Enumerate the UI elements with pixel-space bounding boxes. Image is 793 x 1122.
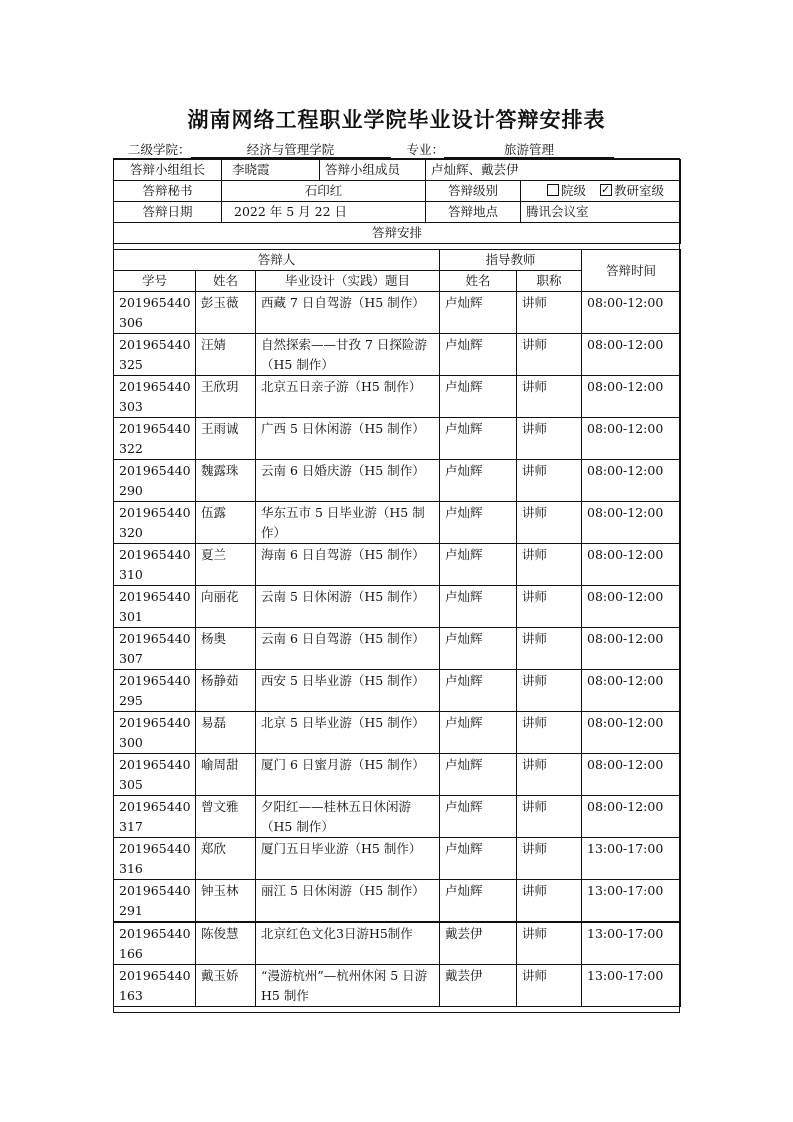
teacher-name: 卢灿辉 xyxy=(440,670,517,712)
defense-time: 13:00-17:00 xyxy=(582,922,681,965)
members-value: 卢灿辉、戴芸伊 xyxy=(426,160,681,181)
place-label: 答辩地点 xyxy=(426,202,521,223)
student-name: 向丽花 xyxy=(196,586,256,628)
date-label: 答辩日期 xyxy=(114,202,222,223)
checkbox-department-level[interactable] xyxy=(600,184,612,196)
student-id-line2: 300 xyxy=(119,735,143,750)
topic: 北京 5 日毕业游（H5 制作） xyxy=(256,712,440,754)
leader-label: 答辩小组组长 xyxy=(114,160,222,181)
student-name: 杨奥 xyxy=(196,628,256,670)
teacher-title: 讲师 xyxy=(517,838,582,880)
header-student-name: 姓名 xyxy=(196,271,256,292)
defense-time: 08:00-12:00 xyxy=(582,586,681,628)
student-id-line2: 166 xyxy=(119,946,143,961)
student-id-line1: 201965440 xyxy=(119,926,191,941)
student-id-line2: 295 xyxy=(119,693,143,708)
student-id-line2: 325 xyxy=(119,357,143,372)
teacher-name: 卢灿辉 xyxy=(440,586,517,628)
major-value: 旅游管理 xyxy=(444,142,614,158)
defense-time: 08:00-12:00 xyxy=(582,292,681,334)
student-id xyxy=(114,628,196,670)
table-row xyxy=(114,712,681,754)
teacher-name: 卢灿辉 xyxy=(440,460,517,502)
topic: 自然探索——甘孜 7 日探险游（H5 制作） xyxy=(256,334,440,376)
student-id-line2: 310 xyxy=(119,567,143,582)
teacher-title: 讲师 xyxy=(517,796,582,838)
student-name: 夏兰 xyxy=(196,544,256,586)
teacher-title: 讲师 xyxy=(517,376,582,418)
teacher-name: 戴芸伊 xyxy=(440,922,517,965)
schedule-table xyxy=(113,249,681,1007)
table-row xyxy=(114,460,681,502)
teacher-title: 讲师 xyxy=(517,754,582,796)
student-id-line1: 201965440 xyxy=(119,799,191,814)
student-id-line2: 303 xyxy=(119,399,143,414)
teacher-name: 卢灿辉 xyxy=(440,376,517,418)
defense-time: 08:00-12:00 xyxy=(582,628,681,670)
table-row xyxy=(114,502,681,544)
student-id xyxy=(114,838,196,880)
student-id-line1: 201965440 xyxy=(119,673,191,688)
defense-time: 08:00-12:00 xyxy=(582,334,681,376)
teacher-title: 讲师 xyxy=(517,670,582,712)
table-row xyxy=(114,754,681,796)
student-id-line1: 201965440 xyxy=(119,631,191,646)
student-id-line1: 201965440 xyxy=(119,463,191,478)
teacher-name: 卢灿辉 xyxy=(440,544,517,586)
table-row xyxy=(114,880,681,923)
table-row xyxy=(114,544,681,586)
student-id-line2: 307 xyxy=(119,651,143,666)
level-option-department: 教研室级 xyxy=(614,183,665,198)
topic: 丽江 5 日休闲游（H5 制作） xyxy=(256,880,440,923)
student-id-line2: 316 xyxy=(119,861,143,876)
student-id xyxy=(114,796,196,838)
student-id-line2: 317 xyxy=(119,819,143,834)
student-id-line1: 201965440 xyxy=(119,295,191,310)
teacher-name: 卢灿辉 xyxy=(440,880,517,923)
student-name: 伍露 xyxy=(196,502,256,544)
student-id-line1: 201965440 xyxy=(119,968,191,983)
teacher-name: 卢灿辉 xyxy=(440,754,517,796)
defense-time: 13:00-17:00 xyxy=(582,880,681,923)
student-id xyxy=(114,460,196,502)
topic: 广西 5 日休闲游（H5 制作） xyxy=(256,418,440,460)
teacher-title: 讲师 xyxy=(517,628,582,670)
student-id-line2: 291 xyxy=(119,903,143,918)
teacher-title: 讲师 xyxy=(517,418,582,460)
teacher-name: 卢灿辉 xyxy=(440,502,517,544)
teacher-name: 卢灿辉 xyxy=(440,418,517,460)
teacher-name: 卢灿辉 xyxy=(440,796,517,838)
teacher-name: 卢灿辉 xyxy=(440,334,517,376)
header-teacher-title: 职称 xyxy=(517,271,582,292)
student-id xyxy=(114,922,196,965)
teacher-title: 讲师 xyxy=(517,502,582,544)
student-id-line2: 322 xyxy=(119,441,143,456)
topic: 厦门五日毕业游（H5 制作） xyxy=(256,838,440,880)
topic: “漫游杭州”—杭州休闲 5 日游 H5 制作 xyxy=(256,965,440,1007)
student-id-line2: 301 xyxy=(119,609,143,624)
defense-time: 13:00-17:00 xyxy=(582,838,681,880)
teacher-title: 讲师 xyxy=(517,544,582,586)
defense-time: 08:00-12:00 xyxy=(582,376,681,418)
topic: 西藏 7 日自驾游（H5 制作） xyxy=(256,292,440,334)
topic: 海南 6 日自驾游（H5 制作） xyxy=(256,544,440,586)
student-name: 钟玉林 xyxy=(196,880,256,923)
student-id xyxy=(114,334,196,376)
student-id xyxy=(114,586,196,628)
student-id-line1: 201965440 xyxy=(119,757,191,772)
teacher-title: 讲师 xyxy=(517,292,582,334)
student-id xyxy=(114,670,196,712)
defense-time: 08:00-12:00 xyxy=(582,418,681,460)
teacher-name: 卢灿辉 xyxy=(440,712,517,754)
student-id-line1: 201965440 xyxy=(119,715,191,730)
table-row xyxy=(114,418,681,460)
level-option-school: 院级 xyxy=(561,183,587,198)
date-value: 2022 年 5 月 22 日 xyxy=(222,202,426,223)
header-teacher-name: 姓名 xyxy=(440,271,517,292)
teacher-title: 讲师 xyxy=(517,586,582,628)
header-student-id: 学号 xyxy=(114,271,196,292)
student-name: 郑欣 xyxy=(196,838,256,880)
student-id-line1: 201965440 xyxy=(119,841,191,856)
student-id-line1: 201965440 xyxy=(119,337,191,352)
student-id xyxy=(114,418,196,460)
college-label: 二级学院： xyxy=(128,142,191,157)
student-id xyxy=(114,502,196,544)
student-id-line2: 290 xyxy=(119,483,143,498)
topic: 云南 6 日自驾游（H5 制作） xyxy=(256,628,440,670)
defense-time: 08:00-12:00 xyxy=(582,670,681,712)
student-id xyxy=(114,965,196,1007)
student-id-line1: 201965440 xyxy=(119,547,191,562)
checkbox-school-level[interactable] xyxy=(547,184,559,196)
student-id xyxy=(114,712,196,754)
student-id-line1: 201965440 xyxy=(119,883,191,898)
topic: 云南 5 日休闲游（H5 制作） xyxy=(256,586,440,628)
defense-time: 13:00-17:00 xyxy=(582,965,681,1007)
student-name: 喻周甜 xyxy=(196,754,256,796)
teacher-name: 戴芸伊 xyxy=(440,965,517,1007)
teacher-name: 卢灿辉 xyxy=(440,292,517,334)
members-label: 答辩小组成员 xyxy=(320,160,426,181)
header-teacher: 指导教师 xyxy=(440,250,582,271)
teacher-title: 讲师 xyxy=(517,922,582,965)
student-id xyxy=(114,880,196,923)
student-id xyxy=(114,754,196,796)
defense-time: 08:00-12:00 xyxy=(582,544,681,586)
defense-time: 08:00-12:00 xyxy=(582,460,681,502)
topic: 华东五市 5 日毕业游（H5 制作） xyxy=(256,502,440,544)
teacher-title: 讲师 xyxy=(517,880,582,923)
table-row xyxy=(114,922,681,965)
student-name: 易磊 xyxy=(196,712,256,754)
secretary-value: 石印红 xyxy=(222,181,426,202)
student-id xyxy=(114,544,196,586)
table-row xyxy=(114,796,681,838)
header-time: 答辩时间 xyxy=(582,250,681,292)
table-row xyxy=(114,586,681,628)
table-row xyxy=(114,334,681,376)
student-id xyxy=(114,292,196,334)
student-id-line1: 201965440 xyxy=(119,505,191,520)
student-name: 陈俊慧 xyxy=(196,922,256,965)
topic: 云南 6 日婚庆游（H5 制作） xyxy=(256,460,440,502)
info-table xyxy=(113,159,681,244)
table-row xyxy=(114,838,681,880)
student-name: 魏露珠 xyxy=(196,460,256,502)
student-name: 曾文雅 xyxy=(196,796,256,838)
table-row xyxy=(114,670,681,712)
defense-time: 08:00-12:00 xyxy=(582,712,681,754)
leader-value: 李晓霞 xyxy=(222,160,320,181)
level-options xyxy=(521,181,681,202)
page-title: 湖南网络工程职业学院毕业设计答辩安排表 xyxy=(187,107,606,132)
student-name: 王雨诚 xyxy=(196,418,256,460)
section-title: 答辩安排 xyxy=(114,223,681,244)
secretary-label: 答辩秘书 xyxy=(114,181,222,202)
student-name: 彭玉薇 xyxy=(196,292,256,334)
header-topic: 毕业设计（实践）题目 xyxy=(256,271,440,292)
teacher-title: 讲师 xyxy=(517,965,582,1007)
student-id-line2: 163 xyxy=(119,988,143,1003)
student-id xyxy=(114,376,196,418)
student-id-line2: 305 xyxy=(119,777,143,792)
header-student: 答辩人 xyxy=(114,250,440,271)
topic: 厦门 6 日蜜月游（H5 制作） xyxy=(256,754,440,796)
table-row xyxy=(114,965,681,1007)
student-id-line1: 201965440 xyxy=(119,421,191,436)
teacher-name: 卢灿辉 xyxy=(440,838,517,880)
student-name: 汪婧 xyxy=(196,334,256,376)
college-value: 经济与管理学院 xyxy=(191,142,391,158)
student-id-line2: 320 xyxy=(119,525,143,540)
topic: 北京五日亲子游（H5 制作） xyxy=(256,376,440,418)
table-row xyxy=(114,628,681,670)
student-name: 杨静茹 xyxy=(196,670,256,712)
college-major-line xyxy=(128,140,614,158)
major-label: 专业： xyxy=(406,142,444,157)
table-row xyxy=(114,376,681,418)
teacher-name: 卢灿辉 xyxy=(440,628,517,670)
student-name: 王欣玥 xyxy=(196,376,256,418)
defense-time: 08:00-12:00 xyxy=(582,796,681,838)
place-value: 腾讯会议室 xyxy=(521,202,681,223)
student-id-line1: 201965440 xyxy=(119,379,191,394)
topic: 北京红色文化3日游H5制作 xyxy=(256,922,440,965)
table-row xyxy=(114,292,681,334)
student-name: 戴玉娇 xyxy=(196,965,256,1007)
student-id-line1: 201965440 xyxy=(119,589,191,604)
level-label: 答辩级别 xyxy=(426,181,521,202)
defense-time: 08:00-12:00 xyxy=(582,754,681,796)
teacher-title: 讲师 xyxy=(517,334,582,376)
topic: 西安 5 日毕业游（H5 制作） xyxy=(256,670,440,712)
defense-time: 08:00-12:00 xyxy=(582,502,681,544)
topic: 夕阳红——桂林五日休闲游（H5 制作） xyxy=(256,796,440,838)
student-id-line2: 306 xyxy=(119,315,143,330)
teacher-title: 讲师 xyxy=(517,460,582,502)
teacher-title: 讲师 xyxy=(517,712,582,754)
